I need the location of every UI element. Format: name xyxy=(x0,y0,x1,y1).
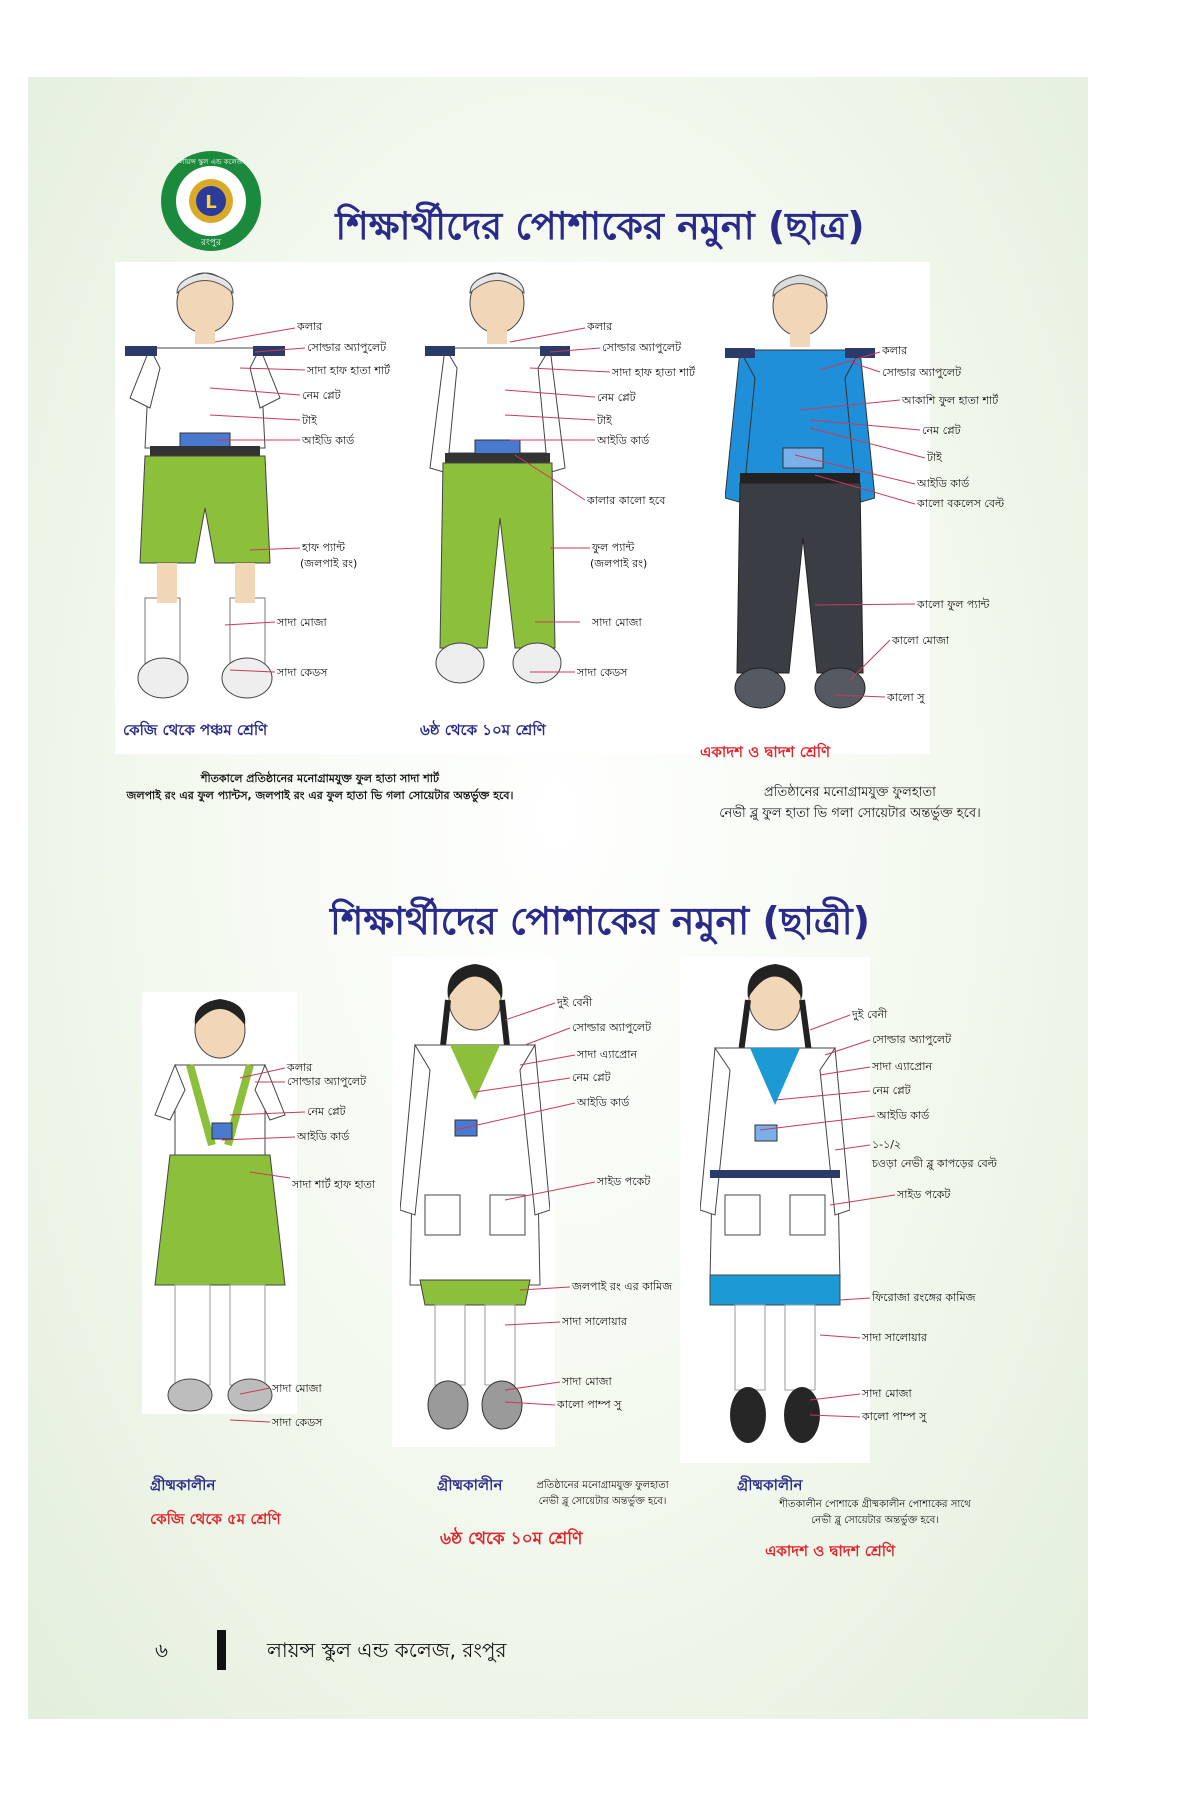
label-id-card: আইডি কার্ড xyxy=(297,1130,350,1143)
label-white-apron: সাদা এ্যাপ্রোন xyxy=(872,1060,933,1073)
label-black-belt: কালো বকলেস বেল্ট xyxy=(917,497,1005,510)
label-two-braids: দুই বেনী xyxy=(852,1008,888,1021)
girls-season-kg: গ্রীষ্মকালীন xyxy=(150,1476,216,1494)
label-two-braids: দুই বেনী xyxy=(557,996,593,1009)
label-white-keds: সাদা কেডস xyxy=(272,1416,323,1429)
svg-text:রংপুর: রংপুর xyxy=(201,238,221,248)
label-id-card: আইডি কার্ড xyxy=(302,434,355,447)
label-black-pump-shoes: কালো পাম্প সু xyxy=(862,1410,927,1423)
label-white-socks: সাদা মোজা xyxy=(862,1387,912,1400)
label-name-plate: নেম প্লেট xyxy=(302,389,341,402)
label-tie: টাই xyxy=(302,414,317,427)
label-collar: কলার xyxy=(587,320,613,333)
boys-winter-note-left: শীতকালে প্রতিষ্ঠানের মনোগ্রামযুক্ত ফুল হাতা সাদা শার্ট জলপাই রং এর ফুল প্যান্টস, জলপাই রং এর ফুল হাতা ভি গলা সোয়েটার অন্তর্ভুক্ত হবে। xyxy=(126,772,514,802)
label-white-keds: সাদা কেডস xyxy=(277,666,328,679)
boys-caption-kg-5: কেজি থেকে পঞ্চম শ্রেণি xyxy=(123,721,268,739)
girls-season-6-10: গ্রীষ্মকালীন xyxy=(437,1476,503,1494)
label-name-plate: নেম প্লেট xyxy=(597,391,636,404)
label-name-plate: নেম প্লেট xyxy=(872,1084,911,1097)
label-id-card: আইডি কার্ড xyxy=(597,434,650,447)
label-black-shoes: কালো সু xyxy=(887,691,925,704)
label-black-socks: কালো মোজা xyxy=(892,634,949,647)
girls-caption-11-12: একাদশ ও দ্বাদশ শ্রেণি xyxy=(765,1542,896,1560)
label-white-apron: সাদা এ্যাপ্রোন xyxy=(577,1048,638,1061)
boys-caption-11-12: একাদশ ও দ্বাদশ শ্রেণি xyxy=(700,743,831,761)
label-shirt: সাদা হাফ হাতা শার্ট xyxy=(612,366,696,379)
label-half-pant: হাফ প্যান্ট xyxy=(302,541,346,554)
label-shoulder-epaulette: সোল্ডার অ্যাপুলেট xyxy=(287,1075,367,1088)
footer-divider-bar xyxy=(217,1630,226,1670)
label-name-plate: নেম প্লেট xyxy=(572,1071,611,1084)
label-shoulder-epaulette: সোল্ডার অ্যাপুলেট xyxy=(572,1021,652,1034)
label-white-keds: সাদা কেডস xyxy=(577,666,628,679)
label-white-socks: সাদা মোজা xyxy=(277,616,327,629)
label-shoulder-epaulette: সোল্ডার অ্যাপুলেট xyxy=(602,341,682,354)
label-full-pant: ফুল প্যান্ট xyxy=(592,541,635,554)
boys-winter-note-right: প্রতিষ্ঠানের মনোগ্রামযুক্ত ফুলহাতা নেভী ব্লু ফুল হাতা ভি গলা সোয়েটার অন্তর্ভুক্ত হবে। xyxy=(719,785,981,821)
label-side-pocket: সাইড পকেট xyxy=(597,1175,651,1188)
boys-caption-6-10: ৬ষ্ঠ থেকে ১০ম শ্রেণি xyxy=(420,721,546,739)
label-id-card: আইডি কার্ড xyxy=(917,477,970,490)
footer-school-name: লায়ন্স স্কুল এন্ড কলেজ, রংপুর xyxy=(267,1638,507,1662)
label-black-pump-shoes: কালো পাম্প সু xyxy=(557,1398,622,1411)
label-collar: কলার xyxy=(297,320,323,333)
label-name-plate: নেম প্লেট xyxy=(307,1105,346,1118)
label-shoulder-epaulette: সোল্ডার অ্যাপুলেট xyxy=(872,1033,952,1046)
label-white-socks: সাদা মোজা xyxy=(562,1375,612,1388)
label-turquoise-kameez: ফিরোজা রংঙ্গের কামিজ xyxy=(872,1291,976,1304)
label-collar-black: কালার কালো হবে xyxy=(587,494,666,507)
label-white-salwar: সাদা সালোয়ার xyxy=(562,1315,627,1328)
label-collar: কলার xyxy=(882,344,908,357)
label-white-socks: সাদা মোজা xyxy=(272,1382,322,1395)
label-olive-kameez: জলপাই রং এর কামিজ xyxy=(572,1280,673,1293)
label-white-socks: সাদা মোজা xyxy=(592,616,642,629)
label-sky-shirt: আকাশি ফুল হাতা শার্ট xyxy=(902,394,999,407)
label-tie: টাই xyxy=(597,414,612,427)
label-navy-belt: চওড়া নেভী ব্লু কাপড়ের বেল্ট xyxy=(872,1157,997,1170)
label-shirt: সাদা হাফ হাতা শার্ট xyxy=(307,364,391,377)
label-white-salwar: সাদা সালোয়ার xyxy=(862,1331,927,1344)
girls-note-11-12: শীতকালীন পোশাকে গ্রীষ্মকালীন পোশাকের সাথে নেভী ব্লু সোয়েটার অন্তর্ভুক্ত হবে। xyxy=(779,1499,971,1526)
label-collar: কলার xyxy=(287,1061,313,1074)
page-number: ৬ xyxy=(155,1638,169,1662)
girls-section-title: শিক্ষার্থীদের পোশাকের নমুনা (ছাত্রী) xyxy=(329,899,870,943)
label-black-pant: কালো ফুল প্যান্ট xyxy=(917,598,990,611)
label-shoulder-epaulette: সোল্ডার অ্যাপুলেট xyxy=(307,341,387,354)
label-side-pocket: সাইড পকেট xyxy=(897,1188,951,1201)
label-shoulder-epaulette: সোল্ডার অ্যাপুলেট xyxy=(882,366,962,379)
label-olive-color: (জলপাই রং) xyxy=(300,557,358,570)
label-id-card: আইডি কার্ড xyxy=(877,1109,930,1122)
girls-note-6-10: প্রতিষ্ঠানের মনোগ্রামযুক্ত ফুলহাতা নেভী ব্লু সোয়েটার অন্তর্ভুক্ত হবে। xyxy=(536,1480,669,1507)
svg-text:লায়ন্স স্কুল এন্ড কলেজ: লায়ন্স স্কুল এন্ড কলেজ xyxy=(179,158,243,166)
svg-text:L: L xyxy=(205,192,217,213)
label-id-card: আইডি কার্ড xyxy=(577,1096,630,1109)
label-olive-color: (জলপাই রং) xyxy=(590,557,648,570)
label-name-plate: নেম প্লেট xyxy=(922,424,961,437)
label-belt-width: ১-১/২ xyxy=(872,1138,902,1151)
girls-caption-6-10: ৬ষ্ঠ থেকে ১০ম শ্রেণি xyxy=(440,1529,583,1549)
boys-section-title: শিক্ষার্থীদের পোশাকের নমুনা (ছাত্র) xyxy=(335,204,865,248)
label-tie: টাই xyxy=(927,451,942,464)
girls-caption-kg-5: কেজি থেকে ৫ম শ্রেণি xyxy=(150,1510,281,1528)
girls-season-11-12: গ্রীষ্মকালীন xyxy=(737,1476,803,1494)
label-white-shirt: সাদা শার্ট হাফ হাতা xyxy=(292,1178,376,1191)
